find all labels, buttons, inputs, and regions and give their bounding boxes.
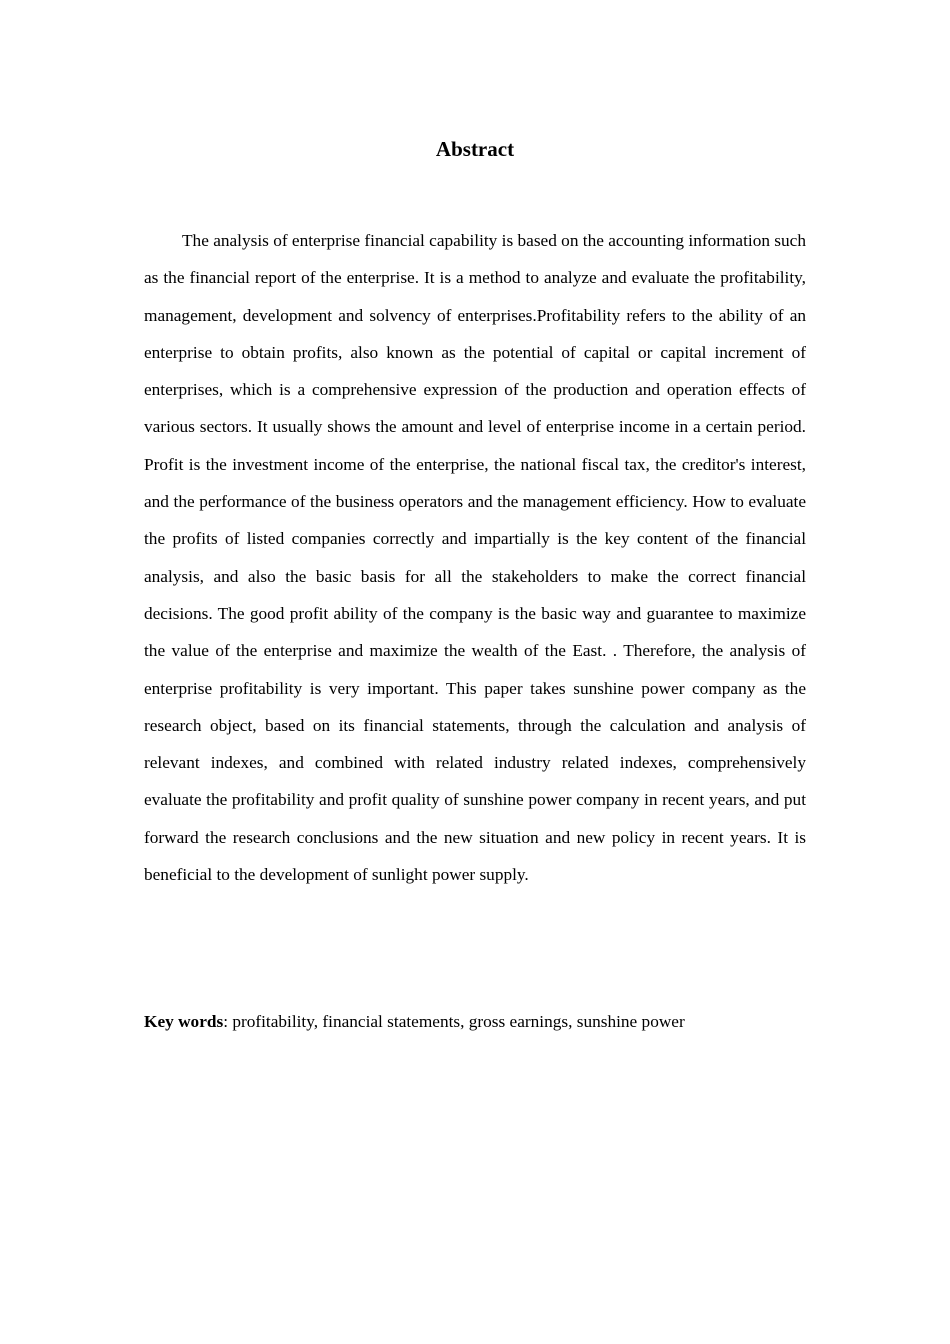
abstract-title: Abstract [435,137,515,161]
keywords-separator: : [223,1012,233,1031]
keywords-label: Key words [144,1012,224,1031]
keywords-line [144,1003,806,1040]
keywords-text: profitability, financial statements, gross earnings, sunshine power [232,1012,685,1031]
abstract-body: The analysis of enterprise financial capability is based on the accounting information such as the financial report of the enterprise. It is a method to analyze and evaluate the profitability, management, development and solvency of enterprises.Profitability refers to the ability of an enterprise to obtain profits, also known as the potential of capital or capital increment of enterprises, which is a comprehensive expression of the production and operation effects of various sectors. It usually shows the amount and level of enterprise income in a certain period. Profit is the investment income of the enterprise, the national fiscal tax, the creditor's interest, and the performance of the business operators and the management efficiency. How to evaluate the profits of listed companies correctly and impartially is the key content of the financial analysis, and also the basic basis for all the stakeholders to make the correct financial decisions. The good profit ability of the company is the basic way and guarantee to maximize the value of the enterprise and maximize the wealth of the East. . Therefore, the analysis of enterprise profitability is very important. This paper takes sunshine power company as the research object, based on its financial statements, through the calculation and analysis of relevant indexes, and combined with related industry related indexes, comprehensively evaluate the profitability and profit quality of sunshine power company in recent years, and put forward the research conclusions and the new situation and new policy in recent years. It is beneficial to the development of sunlight power supply. [144,231,806,885]
